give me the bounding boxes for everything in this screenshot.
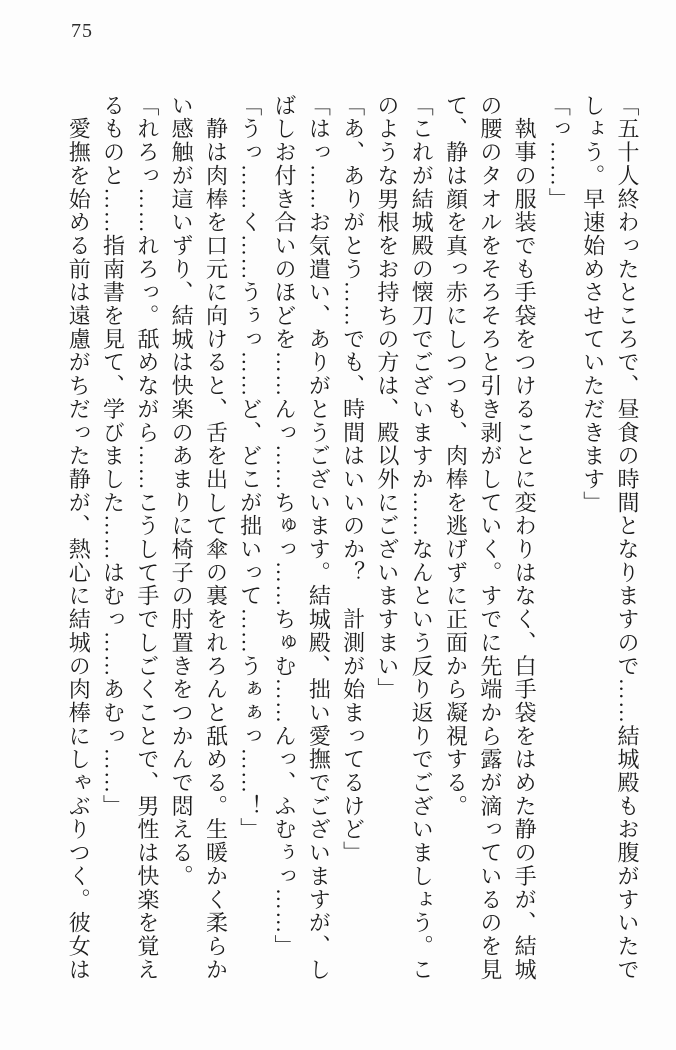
text-column: しょう。早速始めさせていただきます」 (580, 94, 606, 515)
text-column: 愛撫を始める前は遠慮がちだった静が、熱心に結城の肉棒にしゃぶりつく。彼女は (66, 94, 92, 982)
text-column: い感触が這いずり、結城は快楽のあまりに椅子の肘置きをつかんで悶える。 (169, 94, 195, 888)
text-column: て、静は顔を真っ赤にしつつも、肉棒を逃げずに正面から凝視する。 (443, 94, 469, 818)
text-column: の腰のタオルをそろそろと引き剥がしていく。すでに先端から露が滴っているのを見 (477, 94, 503, 982)
text-column: 静は肉棒を口元に向けると、舌を出して傘の裏をれろんと舐める。生暖かく柔らか (203, 94, 229, 982)
text-column: るものと……指南書を見て、学びました……はむっ……あむっ……」 (100, 94, 126, 818)
text-column: 「五十人終わったところで、昼食の時間となりますので……結城殿もお腹がすいたで (615, 94, 640, 982)
text-column: のような男根をお持ちの方は、殿以外にございますまい」 (374, 94, 400, 702)
text-column: 「っ……」 (546, 94, 572, 211)
text-column: 「これが結城殿の懐刀でございますか……なんという反り返りでございましょう。こ (409, 94, 435, 982)
text-column: 執事の服装でも手袋をつけることに変わりはなく、白手袋をはめた静の手が、結城 (512, 94, 538, 982)
text-column: 「あ、ありがとう……でも、時間はいいのか？ 計測が始まってるけど」 (340, 94, 366, 865)
text-column: 「はっ……お気遣い、ありがとうございます。結城殿、拙い愛撫でございますが、し (306, 94, 332, 982)
page-number: 75 (71, 20, 93, 42)
text-block (61, 94, 644, 986)
text-column: 「れろっ……れろっ。舐めながら……こうして手でしごくことで、男性は快楽を覚え (134, 94, 160, 982)
text-column: 「うっ……く……うぅっ……ど、どこが拙いって……うぁぁっ……！」 (237, 94, 263, 842)
text-column: ばしお付き合いのほどを……んっ……ちゅっ……ちゅむ……んっ、ふむぅっ……」 (272, 94, 298, 958)
